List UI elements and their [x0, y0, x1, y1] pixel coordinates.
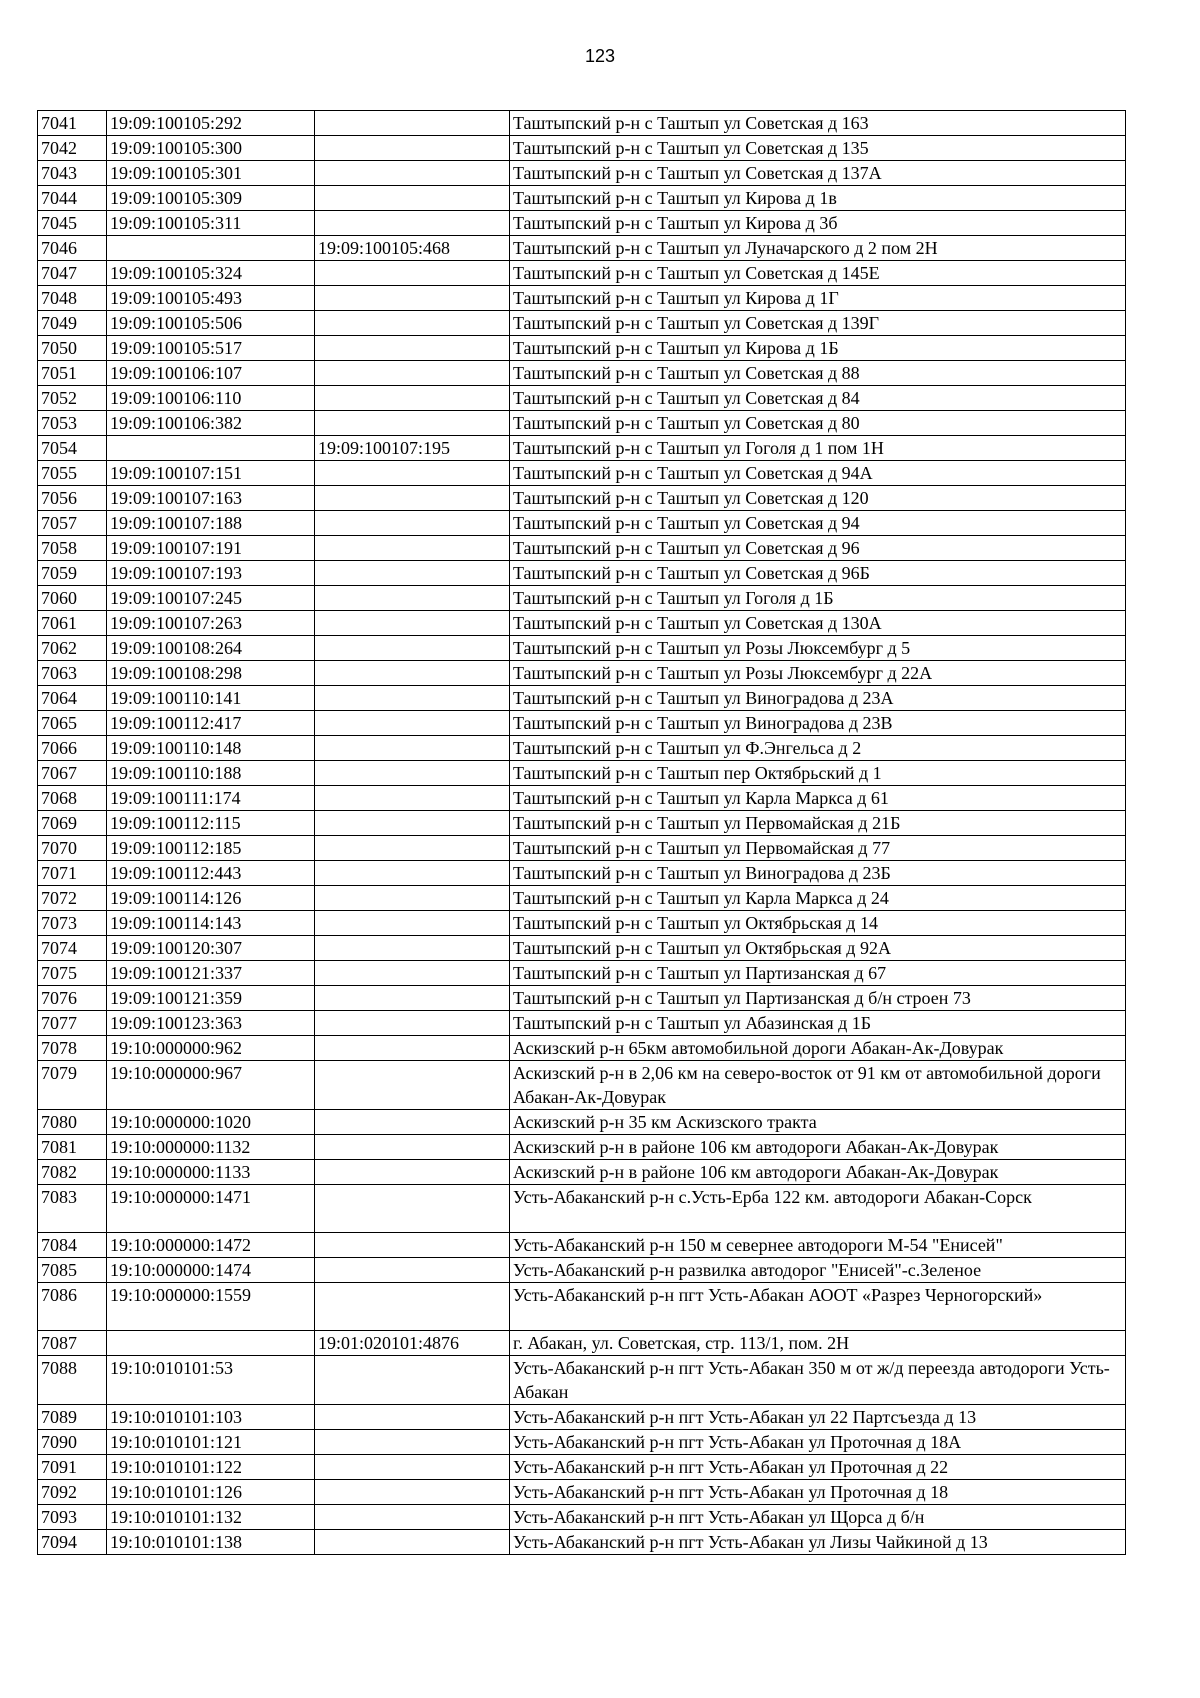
cadastral-number-cell: 19:10:000000:1020: [107, 1110, 315, 1135]
row-number-cell: 7050: [38, 336, 107, 361]
address-cell: Усть-Абаканский р-н 150 м севернее автодороги М-54 "Енисей": [510, 1233, 1126, 1258]
row-number-cell: 7068: [38, 786, 107, 811]
parent-cadastral-number-cell: [315, 811, 510, 836]
cadastral-number-cell: 19:09:100110:141: [107, 686, 315, 711]
cadastral-number-cell: 19:10:000000:1471: [107, 1185, 315, 1233]
row-number-cell: 7090: [38, 1430, 107, 1455]
parent-cadastral-number-cell: [315, 1185, 510, 1233]
address-cell: Таштыпский р-н с Таштып ул Кирова д 1в: [510, 186, 1126, 211]
cadastral-number-cell: 19:10:010101:122: [107, 1455, 315, 1480]
cadastral-number-cell: 19:09:100112:443: [107, 861, 315, 886]
parent-cadastral-number-cell: [315, 961, 510, 986]
table-row: [38, 411, 1126, 436]
cadastral-number-cell: 19:10:000000:1474: [107, 1258, 315, 1283]
cadastral-number-cell: 19:09:100105:309: [107, 186, 315, 211]
cadastral-number-cell: 19:09:100106:110: [107, 386, 315, 411]
address-cell: Таштыпский р-н с Таштып ул Партизанская д 67: [510, 961, 1126, 986]
row-number-cell: 7059: [38, 561, 107, 586]
cadastral-number-cell: 19:09:100107:188: [107, 511, 315, 536]
table-row: [38, 911, 1126, 936]
row-number-cell: 7087: [38, 1331, 107, 1356]
cadastral-number-cell: 19:10:000000:1559: [107, 1283, 315, 1331]
address-cell: Таштыпский р-н с Таштып ул Виноградова д 23А: [510, 686, 1126, 711]
address-cell: Таштыпский р-н с Таштып ул Советская д 94: [510, 511, 1126, 536]
parent-cadastral-number-cell: [315, 936, 510, 961]
parent-cadastral-number-cell: [315, 336, 510, 361]
address-cell: Таштыпский р-н с Таштып ул Советская д 145Е: [510, 261, 1126, 286]
row-number-cell: 7070: [38, 836, 107, 861]
address-cell: Таштыпский р-н с Таштып ул Советская д 137А: [510, 161, 1126, 186]
table-row: [38, 186, 1126, 211]
row-number-cell: 7058: [38, 536, 107, 561]
parent-cadastral-number-cell: [315, 636, 510, 661]
parent-cadastral-number-cell: [315, 586, 510, 611]
table-row: [38, 486, 1126, 511]
table-row: [38, 736, 1126, 761]
address-cell: Таштыпский р-н с Таштып ул Абазинская д 1Б: [510, 1011, 1126, 1036]
cadastral-number-cell: 19:09:100107:193: [107, 561, 315, 586]
table-row: [38, 211, 1126, 236]
address-cell: Усть-Абаканский р-н пгт Усть-Абакан ул Щорса д б/н: [510, 1505, 1126, 1530]
address-cell: Таштыпский р-н с Таштып ул Кирова д 1Б: [510, 336, 1126, 361]
parent-cadastral-number-cell: 19:09:100105:468: [315, 236, 510, 261]
table-row: [38, 236, 1126, 261]
address-cell: Таштыпский р-н с Таштып ул Советская д 135: [510, 136, 1126, 161]
cadastral-number-cell: 19:10:000000:967: [107, 1061, 315, 1110]
address-cell: Таштыпский р-н с Таштып ул Советская д 84: [510, 386, 1126, 411]
row-number-cell: 7051: [38, 361, 107, 386]
cadastral-number-cell: [107, 1331, 315, 1356]
row-number-cell: 7053: [38, 411, 107, 436]
cadastral-number-cell: 19:09:100105:301: [107, 161, 315, 186]
row-number-cell: 7046: [38, 236, 107, 261]
row-number-cell: 7047: [38, 261, 107, 286]
parent-cadastral-number-cell: [315, 1160, 510, 1185]
parent-cadastral-number-cell: [315, 1061, 510, 1110]
row-number-cell: 7089: [38, 1405, 107, 1430]
row-number-cell: 7074: [38, 936, 107, 961]
table-row: [38, 111, 1126, 136]
table-row: [38, 836, 1126, 861]
address-cell: Таштыпский р-н с Таштып ул Розы Люксембург д 22А: [510, 661, 1126, 686]
parent-cadastral-number-cell: [315, 186, 510, 211]
table-row: [38, 936, 1126, 961]
table-row: [38, 761, 1126, 786]
row-number-cell: 7049: [38, 311, 107, 336]
row-number-cell: 7064: [38, 686, 107, 711]
row-number-cell: 7076: [38, 986, 107, 1011]
address-cell: Таштыпский р-н с Таштып ул Октябрьская д 14: [510, 911, 1126, 936]
parent-cadastral-number-cell: [315, 561, 510, 586]
address-cell: Таштыпский р-н с Таштып ул Виноградова д 23Б: [510, 861, 1126, 886]
address-cell: Усть-Абаканский р-н пгт Усть-Абакан 350 м от ж/д переезда автодороги Усть-Абакан: [510, 1356, 1126, 1405]
row-number-cell: 7052: [38, 386, 107, 411]
table-row: [38, 636, 1126, 661]
address-cell: Усть-Абаканский р-н пгт Усть-Абакан ул Лизы Чайкиной д 13: [510, 1530, 1126, 1555]
parent-cadastral-number-cell: [315, 486, 510, 511]
row-number-cell: 7043: [38, 161, 107, 186]
table-row: [38, 1233, 1126, 1258]
parent-cadastral-number-cell: [315, 861, 510, 886]
row-number-cell: 7045: [38, 211, 107, 236]
table-row: [38, 261, 1126, 286]
address-cell: Таштыпский р-н с Таштып ул Виноградова д 23В: [510, 711, 1126, 736]
row-number-cell: 7078: [38, 1036, 107, 1061]
table-row: [38, 1061, 1126, 1110]
parent-cadastral-number-cell: [315, 911, 510, 936]
table-row: [38, 136, 1126, 161]
parent-cadastral-number-cell: [315, 736, 510, 761]
table-row: [38, 1331, 1126, 1356]
row-number-cell: 7075: [38, 961, 107, 986]
address-cell: Усть-Абаканский р-н развилка автодорог "Енисей"-с.Зеленое: [510, 1258, 1126, 1283]
parent-cadastral-number-cell: [315, 1135, 510, 1160]
address-cell: Таштыпский р-н с Таштып ул Луначарского д 2 пом 2Н: [510, 236, 1126, 261]
registry-table-body: [38, 111, 1126, 1555]
parent-cadastral-number-cell: [315, 1455, 510, 1480]
parent-cadastral-number-cell: [315, 386, 510, 411]
row-number-cell: 7082: [38, 1160, 107, 1185]
table-row: [38, 461, 1126, 486]
parent-cadastral-number-cell: [315, 1011, 510, 1036]
address-cell: Таштыпский р-н с Таштып ул Советская д 130А: [510, 611, 1126, 636]
address-cell: Аскизский р-н в районе 106 км автодороги Абакан-Ак-Довурак: [510, 1135, 1126, 1160]
row-number-cell: 7080: [38, 1110, 107, 1135]
cadastral-number-cell: 19:09:100112:417: [107, 711, 315, 736]
parent-cadastral-number-cell: [315, 1480, 510, 1505]
cadastral-number-cell: 19:09:100108:264: [107, 636, 315, 661]
table-row: [38, 811, 1126, 836]
cadastral-number-cell: 19:09:100105:324: [107, 261, 315, 286]
cadastral-number-cell: 19:10:010101:103: [107, 1405, 315, 1430]
row-number-cell: 7069: [38, 811, 107, 836]
cadastral-number-cell: 19:09:100105:506: [107, 311, 315, 336]
row-number-cell: 7093: [38, 1505, 107, 1530]
table-row: [38, 961, 1126, 986]
address-cell: Таштыпский р-н с Таштып ул Советская д 163: [510, 111, 1126, 136]
cadastral-number-cell: 19:10:010101:53: [107, 1356, 315, 1405]
row-number-cell: 7056: [38, 486, 107, 511]
address-cell: Таштыпский р-н с Таштып ул Кирова д 3б: [510, 211, 1126, 236]
table-row: [38, 536, 1126, 561]
parent-cadastral-number-cell: [315, 1233, 510, 1258]
parent-cadastral-number-cell: [315, 311, 510, 336]
parent-cadastral-number-cell: [315, 136, 510, 161]
address-cell: Таштыпский р-н с Таштып ул Советская д 94А: [510, 461, 1126, 486]
parent-cadastral-number-cell: [315, 536, 510, 561]
address-cell: Таштыпский р-н с Таштып ул Карла Маркса д 24: [510, 886, 1126, 911]
address-cell: Таштыпский р-н с Таштып ул Партизанская д б/н строен 73: [510, 986, 1126, 1011]
table-row: [38, 786, 1126, 811]
address-cell: Усть-Абаканский р-н пгт Усть-Абакан ул Проточная д 18А: [510, 1430, 1126, 1455]
table-row: [38, 886, 1126, 911]
address-cell: Усть-Абаканский р-н с.Усть-Ерба 122 км. автодороги Абакан-Сорск: [510, 1185, 1126, 1233]
table-row: [38, 1110, 1126, 1135]
cadastral-number-cell: [107, 436, 315, 461]
row-number-cell: 7062: [38, 636, 107, 661]
address-cell: Таштыпский р-н с Таштып ул Первомайская д 21Б: [510, 811, 1126, 836]
table-row: [38, 161, 1126, 186]
table-row: [38, 1283, 1126, 1331]
table-row: [38, 986, 1126, 1011]
row-number-cell: 7081: [38, 1135, 107, 1160]
row-number-cell: 7085: [38, 1258, 107, 1283]
cadastral-number-cell: 19:09:100120:307: [107, 936, 315, 961]
parent-cadastral-number-cell: [315, 286, 510, 311]
cadastral-number-cell: 19:10:000000:1472: [107, 1233, 315, 1258]
table-row: [38, 561, 1126, 586]
table-row: [38, 336, 1126, 361]
row-number-cell: 7072: [38, 886, 107, 911]
table-row: [38, 1356, 1126, 1405]
row-number-cell: 7061: [38, 611, 107, 636]
cadastral-number-cell: 19:09:100105:517: [107, 336, 315, 361]
row-number-cell: 7055: [38, 461, 107, 486]
parent-cadastral-number-cell: [315, 161, 510, 186]
table-row: [38, 861, 1126, 886]
cadastral-number-cell: 19:09:100106:382: [107, 411, 315, 436]
address-cell: Таштыпский р-н с Таштып ул Карла Маркса д 61: [510, 786, 1126, 811]
cadastral-number-cell: 19:09:100105:300: [107, 136, 315, 161]
address-cell: Усть-Абаканский р-н пгт Усть-Абакан ул 22 Партсъезда д 13: [510, 1405, 1126, 1430]
cadastral-number-cell: 19:09:100107:151: [107, 461, 315, 486]
parent-cadastral-number-cell: [315, 211, 510, 236]
table-row: [38, 686, 1126, 711]
table-row: [38, 586, 1126, 611]
parent-cadastral-number-cell: [315, 1430, 510, 1455]
cadastral-number-cell: 19:10:000000:1132: [107, 1135, 315, 1160]
row-number-cell: 7091: [38, 1455, 107, 1480]
table-row: [38, 711, 1126, 736]
row-number-cell: 7063: [38, 661, 107, 686]
cadastral-number-cell: 19:09:100106:107: [107, 361, 315, 386]
table-row: [38, 1405, 1126, 1430]
table-row: [38, 311, 1126, 336]
address-cell: Аскизский р-н 35 км Аскизского тракта: [510, 1110, 1126, 1135]
cadastral-number-cell: 19:09:100112:115: [107, 811, 315, 836]
parent-cadastral-number-cell: [315, 1258, 510, 1283]
cadastral-number-cell: 19:10:010101:126: [107, 1480, 315, 1505]
table-row: [38, 661, 1126, 686]
parent-cadastral-number-cell: [315, 711, 510, 736]
parent-cadastral-number-cell: [315, 261, 510, 286]
cadastral-number-cell: 19:09:100121:359: [107, 986, 315, 1011]
parent-cadastral-number-cell: [315, 836, 510, 861]
row-number-cell: 7048: [38, 286, 107, 311]
table-row: [38, 361, 1126, 386]
parent-cadastral-number-cell: 19:01:020101:4876: [315, 1331, 510, 1356]
address-cell: г. Абакан, ул. Советская, стр. 113/1, пом. 2Н: [510, 1331, 1126, 1356]
address-cell: Усть-Абаканский р-н пгт Усть-Абакан ул Проточная д 22: [510, 1455, 1126, 1480]
cadastral-number-cell: 19:10:000000:962: [107, 1036, 315, 1061]
row-number-cell: 7044: [38, 186, 107, 211]
parent-cadastral-number-cell: [315, 611, 510, 636]
table-row: [38, 1036, 1126, 1061]
address-cell: Усть-Абаканский р-н пгт Усть-Абакан АООТ «Разрез Черногорский»: [510, 1283, 1126, 1331]
cadastral-number-cell: 19:09:100107:191: [107, 536, 315, 561]
parent-cadastral-number-cell: [315, 761, 510, 786]
table-row: [38, 611, 1126, 636]
table-row: [38, 1160, 1126, 1185]
row-number-cell: 7079: [38, 1061, 107, 1110]
row-number-cell: 7077: [38, 1011, 107, 1036]
row-number-cell: 7065: [38, 711, 107, 736]
table-row: [38, 1430, 1126, 1455]
address-cell: Таштыпский р-н с Таштып ул Первомайская д 77: [510, 836, 1126, 861]
address-cell: Таштыпский р-н с Таштып ул Советская д 88: [510, 361, 1126, 386]
address-cell: Аскизский р-н 65км автомобильной дороги Абакан-Ак-Довурак: [510, 1036, 1126, 1061]
address-cell: Таштыпский р-н с Таштып пер Октябрьский д 1: [510, 761, 1126, 786]
row-number-cell: 7086: [38, 1283, 107, 1331]
table-row: [38, 1011, 1126, 1036]
table-row: [38, 1505, 1126, 1530]
cadastral-number-cell: 19:09:100108:298: [107, 661, 315, 686]
parent-cadastral-number-cell: 19:09:100107:195: [315, 436, 510, 461]
row-number-cell: 7054: [38, 436, 107, 461]
parent-cadastral-number-cell: [315, 461, 510, 486]
parent-cadastral-number-cell: [315, 1505, 510, 1530]
cadastral-number-cell: 19:09:100107:245: [107, 586, 315, 611]
parent-cadastral-number-cell: [315, 986, 510, 1011]
cadastral-number-cell: 19:09:100114:143: [107, 911, 315, 936]
row-number-cell: 7042: [38, 136, 107, 161]
address-cell: Таштыпский р-н с Таштып ул Кирова д 1Г: [510, 286, 1126, 311]
table-row: [38, 511, 1126, 536]
address-cell: Таштыпский р-н с Таштып ул Октябрьская д 92А: [510, 936, 1126, 961]
cadastral-number-cell: 19:10:010101:121: [107, 1430, 315, 1455]
parent-cadastral-number-cell: [315, 1110, 510, 1135]
parent-cadastral-number-cell: [315, 1283, 510, 1331]
parent-cadastral-number-cell: [315, 1036, 510, 1061]
table-row: [38, 1135, 1126, 1160]
row-number-cell: 7094: [38, 1530, 107, 1555]
row-number-cell: 7066: [38, 736, 107, 761]
cadastral-number-cell: [107, 236, 315, 261]
address-cell: Аскизский р-н в районе 106 км автодороги Абакан-Ак-Довурак: [510, 1160, 1126, 1185]
row-number-cell: 7073: [38, 911, 107, 936]
table-row: [38, 1258, 1126, 1283]
cadastral-number-cell: 19:10:000000:1133: [107, 1160, 315, 1185]
address-cell: Таштыпский р-н с Таштып ул Советская д 80: [510, 411, 1126, 436]
parent-cadastral-number-cell: [315, 686, 510, 711]
address-cell: Усть-Абаканский р-н пгт Усть-Абакан ул Проточная д 18: [510, 1480, 1126, 1505]
row-number-cell: 7084: [38, 1233, 107, 1258]
table-row: [38, 436, 1126, 461]
cadastral-number-cell: 19:09:100110:148: [107, 736, 315, 761]
cadastral-number-cell: 19:09:100123:363: [107, 1011, 315, 1036]
cadastral-number-cell: 19:09:100111:174: [107, 786, 315, 811]
cadastral-number-cell: 19:09:100107:163: [107, 486, 315, 511]
table-row: [38, 386, 1126, 411]
row-number-cell: 7057: [38, 511, 107, 536]
table-row: [38, 286, 1126, 311]
row-number-cell: 7071: [38, 861, 107, 886]
row-number-cell: 7083: [38, 1185, 107, 1233]
parent-cadastral-number-cell: [315, 1530, 510, 1555]
cadastral-number-cell: 19:10:010101:138: [107, 1530, 315, 1555]
row-number-cell: 7041: [38, 111, 107, 136]
row-number-cell: 7092: [38, 1480, 107, 1505]
row-number-cell: 7088: [38, 1356, 107, 1405]
address-cell: Таштыпский р-н с Таштып ул Гоголя д 1 пом 1Н: [510, 436, 1126, 461]
address-cell: Таштыпский р-н с Таштып ул Ф.Энгельса д 2: [510, 736, 1126, 761]
cadastral-number-cell: 19:09:100107:263: [107, 611, 315, 636]
table-row: [38, 1480, 1126, 1505]
parent-cadastral-number-cell: [315, 1405, 510, 1430]
parent-cadastral-number-cell: [315, 886, 510, 911]
parent-cadastral-number-cell: [315, 361, 510, 386]
registry-table: [37, 110, 1126, 1555]
cadastral-number-cell: 19:09:100105:292: [107, 111, 315, 136]
row-number-cell: 7067: [38, 761, 107, 786]
parent-cadastral-number-cell: [315, 411, 510, 436]
parent-cadastral-number-cell: [315, 661, 510, 686]
parent-cadastral-number-cell: [315, 511, 510, 536]
table-row: [38, 1185, 1126, 1233]
address-cell: Таштыпский р-н с Таштып ул Советская д 139Г: [510, 311, 1126, 336]
cadastral-number-cell: 19:09:100105:311: [107, 211, 315, 236]
page-number: 123: [584, 46, 616, 66]
address-cell: Таштыпский р-н с Таштып ул Гоголя д 1Б: [510, 586, 1126, 611]
address-cell: Таштыпский р-н с Таштып ул Советская д 96Б: [510, 561, 1126, 586]
address-cell: Таштыпский р-н с Таштып ул Советская д 96: [510, 536, 1126, 561]
parent-cadastral-number-cell: [315, 1356, 510, 1405]
cadastral-number-cell: 19:09:100105:493: [107, 286, 315, 311]
cadastral-number-cell: 19:09:100114:126: [107, 886, 315, 911]
row-number-cell: 7060: [38, 586, 107, 611]
address-cell: Таштыпский р-н с Таштып ул Розы Люксембург д 5: [510, 636, 1126, 661]
parent-cadastral-number-cell: [315, 786, 510, 811]
cadastral-number-cell: 19:09:100121:337: [107, 961, 315, 986]
address-cell: Аскизский р-н в 2,06 км на северо-восток от 91 км от автомобильной дороги Абакан-Ак-Довурак: [510, 1061, 1126, 1110]
cadastral-number-cell: 19:09:100112:185: [107, 836, 315, 861]
table-row: [38, 1455, 1126, 1480]
address-cell: Таштыпский р-н с Таштып ул Советская д 120: [510, 486, 1126, 511]
cadastral-number-cell: 19:10:010101:132: [107, 1505, 315, 1530]
parent-cadastral-number-cell: [315, 111, 510, 136]
table-row: [38, 1530, 1126, 1555]
cadastral-number-cell: 19:09:100110:188: [107, 761, 315, 786]
